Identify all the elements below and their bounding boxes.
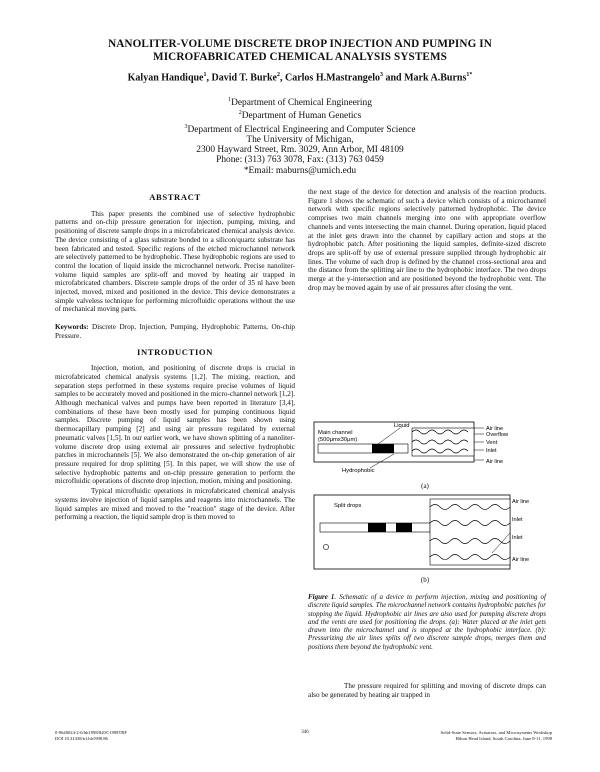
author-name: Mark A.Burns [404,72,467,84]
affiliation-sup: 1 [228,97,232,103]
affiliation-sup: 2 [238,110,242,117]
affiliation-text: Department of Chemical Engineering [231,98,372,109]
figure-1b-tag: (b) [420,576,430,584]
liquid-region [372,444,394,453]
label-channel-dims: (500μmx30μm) [318,437,358,443]
right-column-text: the next stage of the device for detection and analysis of the reaction products. Figure 1 shows the schematic of such a device which consists of a microchannel network with specific regions selectively patterned hydrophobic. The device comprises two main channels merging into one with appropriate overflow channels and vents intersecting the main channel. During operation, liquid placed at the inlet gets drawn into the channel by capillary action and stops at the hydrophobic patch. After positioning the liquid samples, definite-sized discrete drops are split-off by use of external pressure supplied through hydrophobic air lines. The volume of each drop is defined by the channel cross-sectional area and the distance from the splitting air line to the hydrophobic interface. The two drops merge at the y-intersection and are positioned beyond the hydrophobic vent. The drop may be moved again by use of air pressures after closing the vent. [308,188,546,292]
address-line: The University of Michigan, [246,134,354,145]
figure-1a-tag: (a) [421,482,429,490]
footer-right [392,730,552,742]
label-air-line: Air line [512,499,530,505]
email-line: *Email: maburns@umich.edu [243,165,357,176]
figure-1b-schematic [312,493,544,573]
footer-isbn: 0-9640024-2-6/hh1998/$20©1998TRF [55,730,127,735]
affiliation-sup: 3 [184,123,188,130]
intro-paragraph-1: Injection, motion, and positioning of discrete drops is crucial in microfabricated chemical analysis systems [1,2]. The mixing, reaction, and separation steps performed in these systems require precise volumes of liquid samples to be accurately moved and positioned in the micro-channel network [1,2]. Although mechanical valves and pumps have been reported in literature [3,4], combinations of these have been mostly used for pumping continuous liquid samples. Discrete pumping of liquid samples has been shown using thermocapillary pumping [2] and using air pressure regulated by external pneumatic valves [1,5]. In our earlier work, we have shown splitting of a nanoliter-volume discrete drop using external air pressures and selective hydrophobic patches in microchannels [5]. We also demonstrated the on-chip generation of air pressure required for drop splitting [5]. In this paper, we will show the use of selective hydrophobic patterns and on-chip pressure generation to perform the microfluidic operations of discrete drop injection, motion, mixing and positioning. [55,364,295,486]
footer-doi: DOI 10.31438/trf.hh1998.86 [55,736,108,741]
figure-1-caption [308,593,546,651]
author-name: David T. Burke [211,72,277,84]
label-liquid: Liquid [394,423,410,429]
page-number: 346 [301,730,309,735]
figure-1a [312,420,544,482]
affiliation-line [150,108,450,121]
label-overflow: Overflow [486,432,509,438]
left-column [55,188,295,523]
keywords-text: Discrete Drop, Injection, Pumping, Hydrophobic Patterns, On-chip Pressure. [55,323,296,340]
abstract-heading: ABSTRACT [149,192,201,202]
paper-title [60,38,540,64]
label-inlet-2: Inlet [512,535,523,541]
label-air-line-2: Air line [512,557,530,563]
right-column-tail: The pressure required for splitting and moving of discrete drops can also be generated by heating air trapped in [308,682,546,699]
author-affil-sup: 2 [276,72,280,78]
label-vent: Vent [486,440,498,446]
affiliation-text: Department of Electrical Engineering and Computer Science [187,124,416,135]
author-affil-sup: 1* [466,72,473,78]
caption-label: Figure 1 [308,593,335,601]
author-name: Carlos H.Mastrangelo [284,72,380,84]
author-affil-sup: 1 [203,72,207,78]
label-inlet: Inlet [512,517,523,523]
footer-left [55,730,205,742]
address-line: Phone: (313) 763 3078, Fax: (313) 763 0459 [216,155,384,166]
label-inlet: Inlet [486,448,497,454]
title-line-1: NANOLITER-VOLUME DISCRETE DROP INJECTION AND PUMPING IN [108,38,492,50]
label-main-channel: Main channel [318,430,353,436]
figure-1a-schematic [312,420,544,482]
title-line-2: MICROFABRICATED CHEMICAL ANALYSIS SYSTEMS [153,51,447,63]
affiliations [150,95,450,176]
split-drop-2 [396,523,412,532]
author-affil-sup: 3 [379,72,383,78]
keywords [55,323,295,340]
keywords-label: Keywords: [55,323,89,332]
abstract-text: This paper presents the combined use of selective hydrophobic patterns and on-chip pressure generation for injection, pumping, mixing, and positioning of discrete sample drops in a microfabricated chemical analysis device. The device consisting of a glass substrate bonded to a silicon/quartz substrate has been fabricated and tested. Specific regions of the etched microchannel network are selectively patterned to be hydrophobic. These hydrophobic regions are used to control the location of liquid inside the microchannel network. Precise nanoliter-volume liquid samples are split-off and moved by heating air trapped in microfabricated chambers. Discrete sample drops of the order of 35 nl have been injected, moved, mixed and positioned in the device. This device demonstrates a simple valveless technique for performing microfluidic operations without the use of mechanical moving parts. [55,209,295,314]
label-hydrophobic: Hydrophobic [342,468,375,474]
label-air-line-2: Air line [486,459,504,465]
right-column [308,188,546,293]
affiliation-line [150,122,450,135]
footer-workshop: Solid-State Sensors, Actuators, and Microsystems Workshop [440,730,552,735]
caption-text: . Schematic of a device to perform injection, mixing and positioning of discrete liquid samples. The microchannel network contains hydrophobic patches for stopping the liquid. Hydrophobic air lines are also used for pumping discrete drops and the vents are used for positioning the drops. (a): Water placed at the inlet gets drawn into the microchannel and is stopped at the hydrophobic interface. (b): Pressurizing the air lines splits off two discrete sample drops, merges them and positions them beyond the hydrophobic vent. [308,593,546,651]
footer-location: Hilton Head Island, South Carolina, June 8-11, 1998 [455,736,552,741]
label-split-drops: Split drops [334,503,362,509]
label-air-line: Air line [486,426,504,432]
introduction-heading: INTRODUCTION [137,346,213,357]
address-line: 2300 Hayward Street, Rm. 3029, Ann Arbor, MI 48109 [196,145,404,156]
figure-1b [312,493,544,573]
affiliation-text: Department of Human Genetics [241,111,362,122]
author-name: Kalyan Handique [127,72,204,84]
affiliation-line [150,95,450,108]
split-drop-1 [368,523,386,532]
author-list: Kalyan Handique$^1$, David T. Burke$^2$, Carlos H.Mastrangelo$^3$ and Mark A.Burns$^{1*}$ [127,72,473,84]
intro-paragraph-2: Typical microfluidic operations in microfabricated chemical analysis systems involve injection of liquid samples and reagents into microchannels. The liquid samples are mixed and moved to the "reaction" stage of the device. After performing a reaction, the liquid sample drop is then moved to [55,487,295,522]
